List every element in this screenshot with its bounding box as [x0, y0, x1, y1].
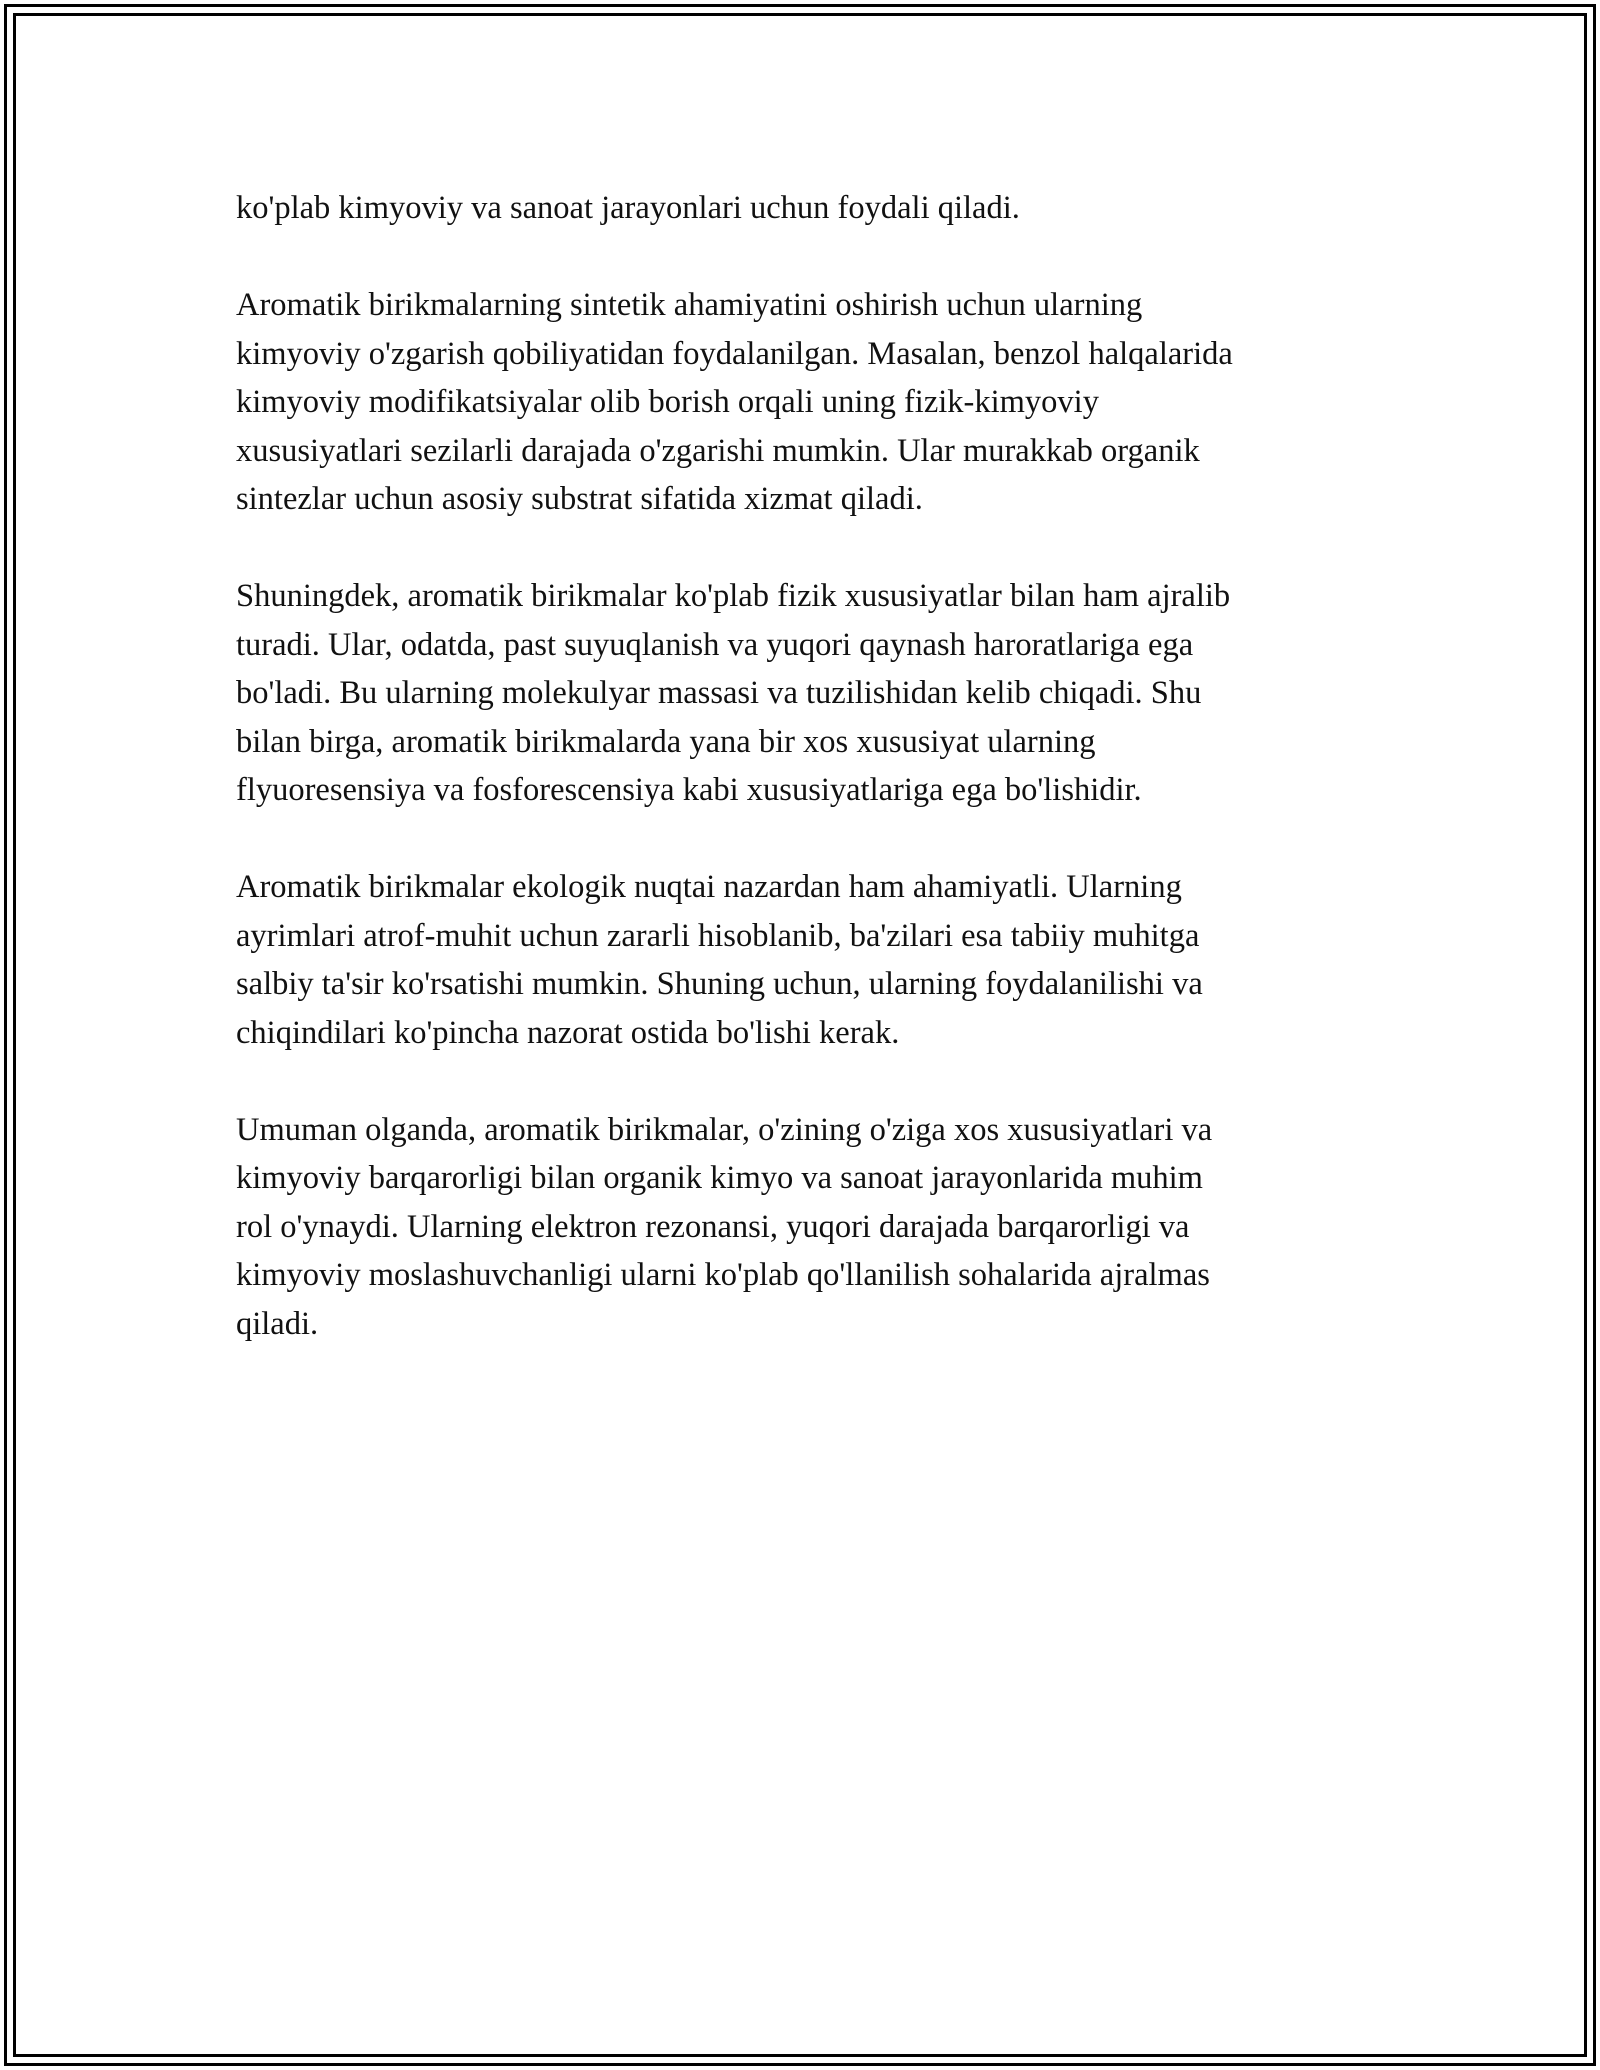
document-body	[236, 184, 1376, 1397]
paragraph-conclusion: Umuman olganda, aromatik birikmalar, o'zining o'ziga xos xususiyatlari va kimyoviy barqarorligi bilan organik kimyo va sanoat jarayonlarida muhim rol o'ynaydi. Ularning elektron rezonansi, yuqori darajada barqarorligi va kimyoviy moslashuvchanligi ularni ko'plab qo'llanilish sohalarida ajralmas qiladi.	[236, 1111, 1213, 1342]
paragraph-continuation: ko'plab kimyoviy va sanoat jarayonlari uchun foydali qiladi.	[236, 190, 1020, 226]
paragraph-synthetic-importance: Aromatik birikmalarning sintetik ahamiyatini oshirish uchun ularning kimyoviy o'zgarish qobiliyatidan foydalanilgan. Masalan, benzol halqalarida kimyoviy modifikatsiyalar olib borish orqali uning fizik-kimyoviy xususiyatlari sezilarli darajada o'zgarishi mumkin. Ular murakkab organik sintezlar uchun asosiy substrat sifatida xizmat qiladi.	[236, 287, 1233, 517]
paragraph-ecological-importance: Aromatik birikmalar ekologik nuqtai nazardan ham ahamiyatli. Ularning ayrimlari atrof-muhit uchun zararli hisoblanib, ba'zilari esa tabiiy muhitga salbiy ta'sir ko'rsatishi mumkin. Shuning uchun, ularning foydalanilishi va chiqindilari ko'pincha nazorat ostida bo'lishi kerak.	[236, 869, 1203, 1051]
paragraph-physical-properties: Shuningdek, aromatik birikmalar ko'plab fizik xususiyatlar bilan ham ajralib turadi. Ular, odatda, past suyuqlanish va yuqori qaynash haroratlariga ega bo'ladi. Bu ularning molekulyar massasi va tuzilishidan kelib chiqadi. Shu bilan birga, aromatik birikmalarda yana bir xos xususiyat ularning flyuoresensiya va fosforescensiya kabi xususiyatlariga ega bo'lishidir.	[236, 578, 1231, 808]
